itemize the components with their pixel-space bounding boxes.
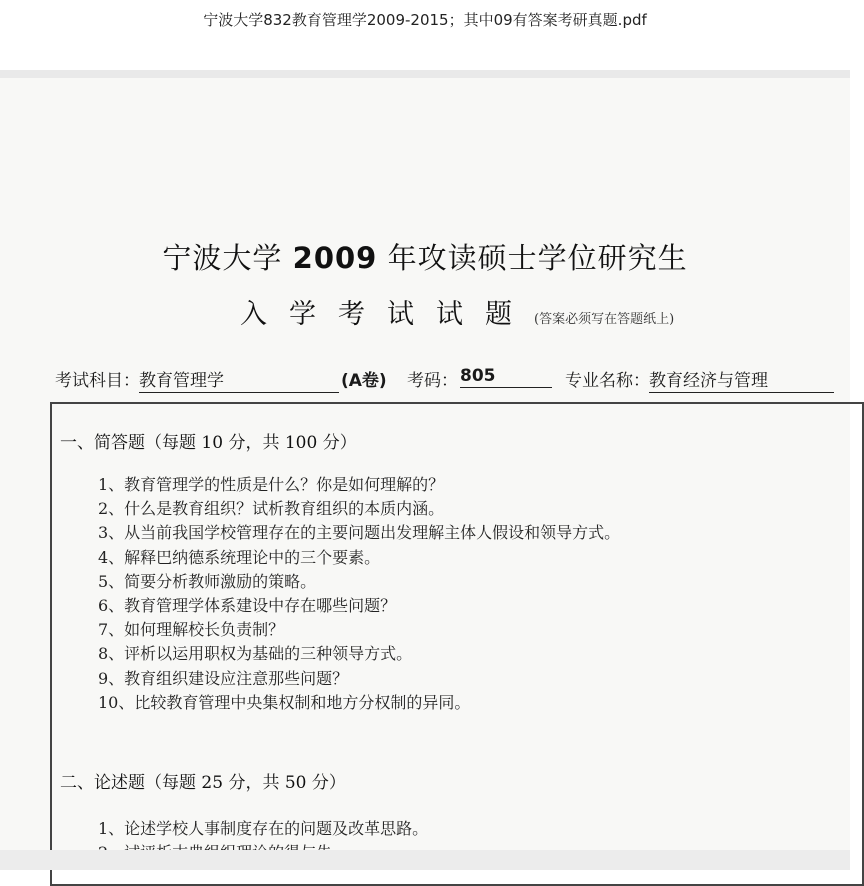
document-header [0,0,850,70]
section1-title: 一、简答题（每题 10 分，共 100 分） [60,433,357,453]
code-label: 考码： [407,371,458,391]
question-item: 3、从当前我国学校管理存在的主要问题出发理解主体人假设和领导方式。 [98,523,621,543]
question-item: 9、教育组织建设应注意那些问题？ [98,668,349,688]
paper-type: (A卷) [341,371,387,391]
section2-title: 二、论述题（每题 25 分，共 50 分） [60,773,346,793]
exam-heading [0,236,850,277]
header-divider [0,70,850,78]
pdf-page[interactable] [0,78,850,850]
question-item: 7、如何理解校长负责制？ [98,620,285,640]
exam-subheading [240,292,674,331]
question-item: 10、比较教育管理中央集权制和地方分权制的异同。 [98,692,471,712]
question-item: 6、教育管理学体系建设中存在哪些问题？ [98,595,397,615]
question-item: 8、评析以运用职权为基础的三种领导方式。 [98,644,413,664]
subject-label: 考试科目： [55,371,140,391]
exam-subheading-text: 入学考试试题 [240,299,534,330]
major-label: 专业名称： [565,371,650,391]
subject-value: 教育管理学 [139,366,339,393]
exam-heading-degree: 年攻读硕士学位研究生 [377,241,688,275]
exam-heading-year: 2009 [292,241,378,275]
document-title: 宁波大学832教育管理学2009-2015；其中09有答案考研真题.pdf [203,11,647,29]
exam-heading-university: 宁波大学 [162,241,293,275]
exam-subheading-note: (答案必须写在答题纸上) [534,312,675,327]
question-item: 1、教育管理学的性质是什么？你是如何理解的？ [98,475,445,494]
exam-info-row [55,366,845,396]
major-value: 教育经济与管理 [649,366,834,393]
question-item: 5、简要分析教师激励的策略。 [98,571,317,591]
question-box [50,402,864,886]
question-item: 1、论述学校人事制度存在的问题及改革思路。 [98,819,429,838]
question-item: 4、解释巴纳德系统理论中的三个要素。 [98,547,381,567]
viewer-bottom-bar [0,850,850,870]
section1-question-list [98,472,620,714]
question-item: 2、什么是教育组织？试析教育组织的本质内涵。 [98,499,445,519]
code-value: 805 [460,366,552,388]
